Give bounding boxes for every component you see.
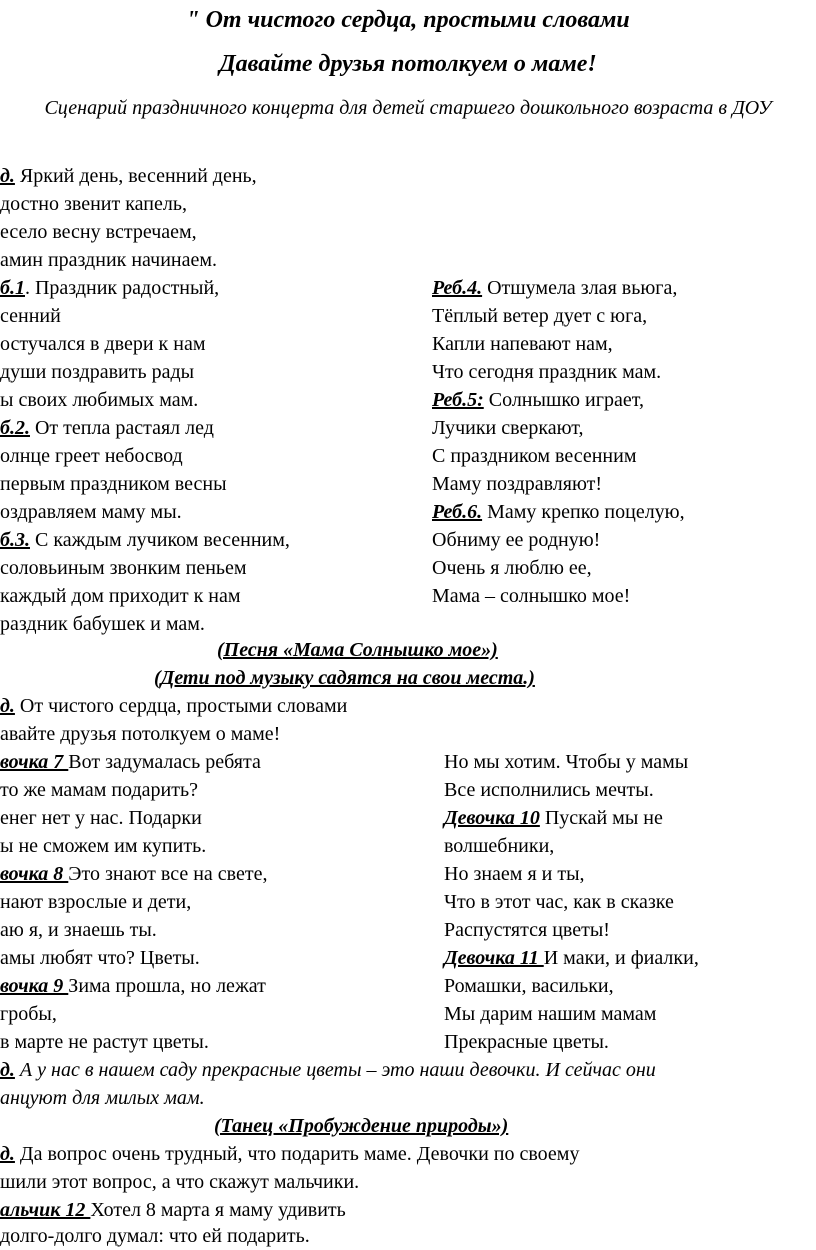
poem-line: то же мамам подарить?	[0, 779, 198, 801]
poem-line: ы своих любимых мам.	[0, 389, 199, 411]
poem-line: сенний	[0, 305, 61, 327]
speaker-label: альчик 12	[0, 1199, 91, 1221]
ved-text: А у нас в нашем саду прекрасные цветы – это наши девочки. И сейчас они	[14, 1059, 656, 1081]
speaker-label: Реб.5:	[432, 389, 484, 411]
poem-line: ы не сможем им купить.	[0, 835, 207, 857]
intro-line	[0, 162, 257, 190]
poem-line: гробы,	[0, 1003, 57, 1025]
speaker-label: д.	[0, 1143, 15, 1165]
poem-line: Маму поздравляют!	[432, 473, 603, 495]
poem-line: Мы дарим нашим мамам	[444, 1003, 657, 1025]
speaker-label: вочка 9	[0, 975, 69, 997]
intro-text: Яркий день, весенний день,	[14, 165, 257, 187]
poem-line	[0, 748, 261, 776]
speaker-label: вочка 7	[0, 751, 69, 773]
poem-line	[0, 1196, 346, 1224]
poem-line: Капли напевают нам,	[432, 333, 613, 355]
poem-line: волшебники,	[444, 835, 555, 857]
speaker-label: вочка 8	[0, 863, 69, 885]
poem-line: Ромашки, васильки,	[444, 975, 614, 997]
poem-text: Хотел 8 марта я маму удивить	[90, 1199, 346, 1221]
poem-line	[432, 498, 685, 526]
poem-line: С праздником весенним	[432, 445, 637, 467]
poem-text: Пускай мы не	[539, 807, 663, 829]
speaker-label: д.	[0, 1059, 15, 1081]
poem-line: Распустятся цветы!	[444, 919, 610, 941]
subtitle: Сценарий праздничного концерта для детей старшего дошкольного возраста в ДОУ	[44, 97, 772, 119]
poem-line: Но мы хотим. Чтобы у мамы	[444, 751, 689, 773]
poem-line	[0, 972, 266, 1000]
poem-line: души поздравить рады	[0, 361, 195, 383]
intro-line: амин праздник начинаем.	[0, 249, 218, 271]
poem-line	[432, 386, 644, 414]
poem-line: Прекрасные цветы.	[444, 1031, 609, 1053]
poem-line: в марте не растут цветы.	[0, 1031, 209, 1053]
speaker-label: Девочка 11	[444, 947, 544, 969]
poem-line: Тёплый ветер дует с юга,	[432, 305, 648, 327]
poem-text: Это знают все на свете,	[68, 863, 268, 885]
ved-line	[0, 1140, 579, 1168]
poem-line	[444, 944, 699, 972]
ved-line	[0, 1056, 656, 1084]
poem-line	[0, 860, 267, 888]
intro-line: достно звенит капель,	[0, 193, 187, 215]
poem-line	[0, 274, 219, 302]
poem-text: . Праздник радостный,	[24, 277, 220, 299]
speaker-label: б.2.	[0, 417, 30, 439]
poem-text: Отшумела злая вьюга,	[482, 277, 678, 299]
poem-line: олнце греет небосвод	[0, 445, 183, 467]
poem-line: первым праздником весны	[0, 473, 227, 495]
poem-line: долго-долго думал: что ей подарить.	[0, 1225, 310, 1247]
ved-line: авайте друзья потолкуем о маме!	[0, 723, 281, 745]
speaker-label: Девочка 10	[444, 807, 540, 829]
speaker-label: Реб.4.	[432, 277, 483, 299]
poem-line: Что в этот час, как в сказке	[444, 891, 674, 913]
poem-line: нают взрослые и дети,	[0, 891, 192, 913]
poem-line: раздник бабушек и мам.	[0, 613, 205, 635]
poem-text: От тепла растаял лед	[29, 417, 214, 439]
speaker-label: Реб.6.	[432, 501, 483, 523]
poem-line	[444, 804, 663, 832]
poem-text: С каждым лучиком весенним,	[29, 529, 290, 551]
title-line-1: " От чистого сердца, простыми словами	[186, 7, 630, 33]
song-title: (Песня «Мама Солнышко мое»)	[217, 639, 498, 661]
speaker-label: б.1	[0, 277, 25, 299]
speaker-label: б.3.	[0, 529, 30, 551]
ved-line	[0, 692, 347, 720]
poem-line: Очень я люблю ее,	[432, 557, 592, 579]
poem-line: Все исполнились мечты.	[444, 779, 654, 801]
poem-text: Маму крепко поцелую,	[482, 501, 685, 523]
poem-text: Солнышко играет,	[483, 389, 644, 411]
poem-text: Зима прошла, но лежат	[68, 975, 266, 997]
poem-line: енег нет у нас. Подарки	[0, 807, 202, 829]
poem-text: И маки, и фиалки,	[543, 947, 699, 969]
poem-line: каждый дом приходит к нам	[0, 585, 241, 607]
speaker-label: д.	[0, 695, 15, 717]
poem-line: оздравляем маму мы.	[0, 501, 182, 523]
title-line-2: Давайте друзья потолкуем о маме!	[219, 51, 597, 77]
poem-line	[432, 274, 677, 302]
ved-text: От чистого сердца, простыми словами	[14, 695, 348, 717]
poem-line: аю я, и знаешь ты.	[0, 919, 157, 941]
poem-line: Обниму ее родную!	[432, 529, 601, 551]
poem-line	[0, 414, 214, 442]
poem-line: Лучики сверкают,	[432, 417, 584, 439]
poem-line: амы любят что? Цветы.	[0, 947, 200, 969]
speaker-label: д.	[0, 165, 15, 187]
poem-line: соловьиным звонким пеньем	[0, 557, 247, 579]
dance-title: (Танец «Пробуждение природы»)	[214, 1115, 509, 1137]
poem-line: Что сегодня праздник мам.	[432, 361, 662, 383]
ved-line: анцуют для милых мам.	[0, 1087, 205, 1109]
poem-line: Мама – солнышко мое!	[432, 585, 631, 607]
poem-text: Вот задумалась ребята	[68, 751, 261, 773]
poem-line: остучался в двери к нам	[0, 333, 206, 355]
poem-line	[0, 526, 290, 554]
ved-line: шили этот вопрос, а что скажут мальчики.	[0, 1171, 360, 1193]
ved-text: Да вопрос очень трудный, что подарить маме. Девочки по своему	[14, 1143, 580, 1165]
stage-direction: (Дети под музыку садятся на свои места.)	[154, 667, 535, 689]
poem-line: Но знаем я и ты,	[444, 863, 585, 885]
intro-line: есело весну встречаем,	[0, 221, 197, 243]
